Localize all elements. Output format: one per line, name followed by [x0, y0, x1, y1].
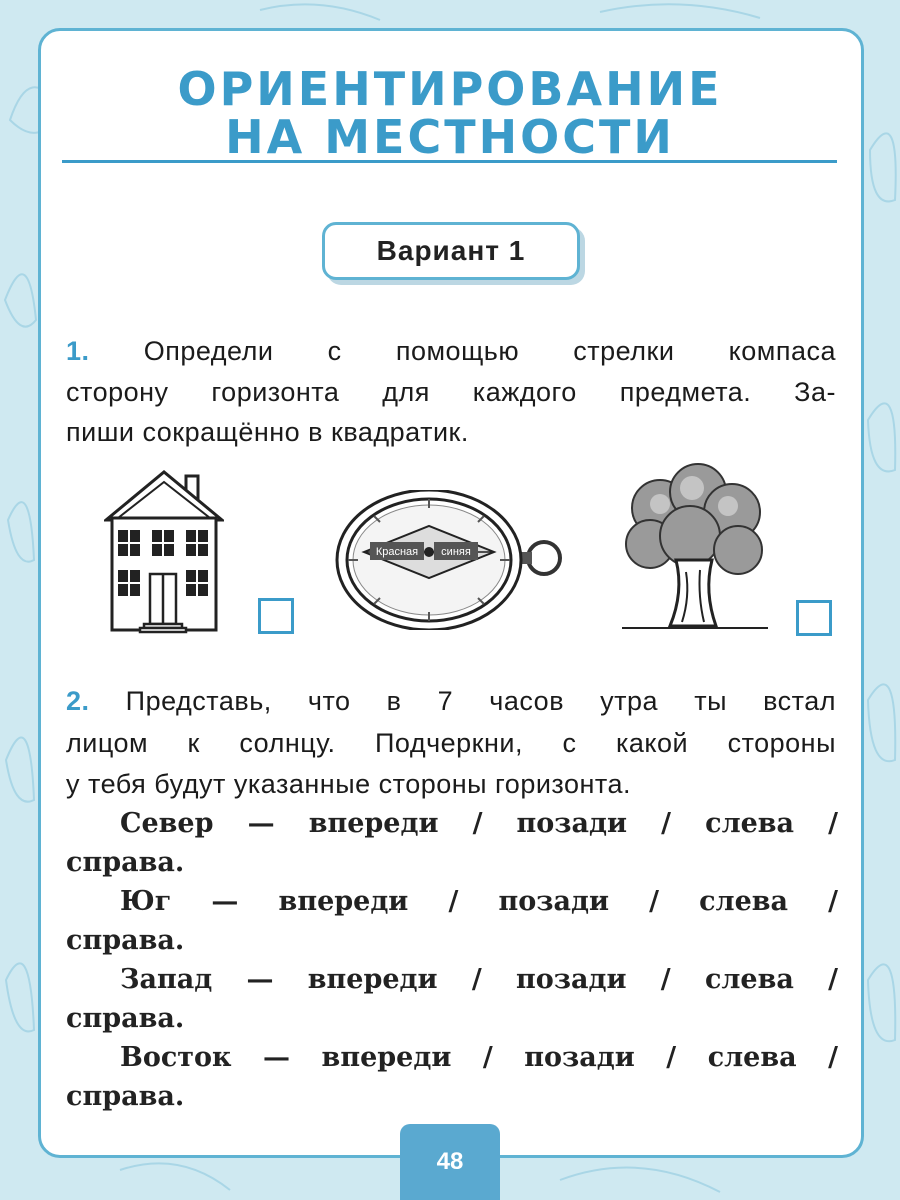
task2-line-2: лицом к солнцу. Подчеркни, с какой стороны — [66, 728, 836, 758]
answer-east-cont[interactable]: справа. — [66, 1081, 185, 1112]
task1-line-2: сторону горизонта для каждого предмета. За- — [66, 377, 836, 407]
task2-text-1: Представь, что в 7 часов утра ты встал — [125, 686, 836, 716]
task2-line-3: у тебя будут указанные стороны горизонта. — [66, 769, 632, 799]
task1-line-1 — [66, 336, 836, 367]
compass-icon — [334, 490, 564, 630]
answer-west[interactable]: Запад — впереди / позади / слева / — [120, 964, 838, 995]
house-answer-box[interactable] — [258, 598, 294, 634]
page-title-line-1: ОРИЕНТИРОВАНИЕ — [177, 62, 723, 116]
answer-north[interactable]: Север — впереди / позади / слева / — [120, 808, 838, 839]
task2-number: 2. — [66, 686, 90, 716]
variant-badge: Вариант 1 — [322, 222, 580, 280]
task1-text-1: Определи с помощью стрелки компаса — [143, 336, 836, 366]
house-icon — [104, 468, 224, 634]
answer-east[interactable]: Восток — впереди / позади / слева / — [120, 1042, 838, 1073]
answer-north-cont[interactable]: справа. — [66, 847, 185, 878]
answer-south-cont[interactable]: справа. — [66, 925, 185, 956]
answer-south[interactable]: Юг — впереди / позади / слева / — [120, 886, 838, 917]
compass-red-label: Красная — [375, 546, 419, 558]
answer-west-cont[interactable]: справа. — [66, 1003, 185, 1034]
compass-blue-label: синяя — [441, 546, 471, 558]
tree-icon — [620, 462, 770, 634]
page-title-line-2: НА МЕСТНОСТИ — [225, 110, 675, 164]
tree-answer-box[interactable] — [796, 600, 832, 636]
title-divider — [62, 160, 837, 163]
task1-line-3: пиши сокращённо в квадратик. — [66, 417, 469, 447]
task1-number: 1. — [66, 336, 90, 366]
task2-line-1 — [66, 686, 836, 717]
page-number: 48 — [400, 1124, 500, 1200]
